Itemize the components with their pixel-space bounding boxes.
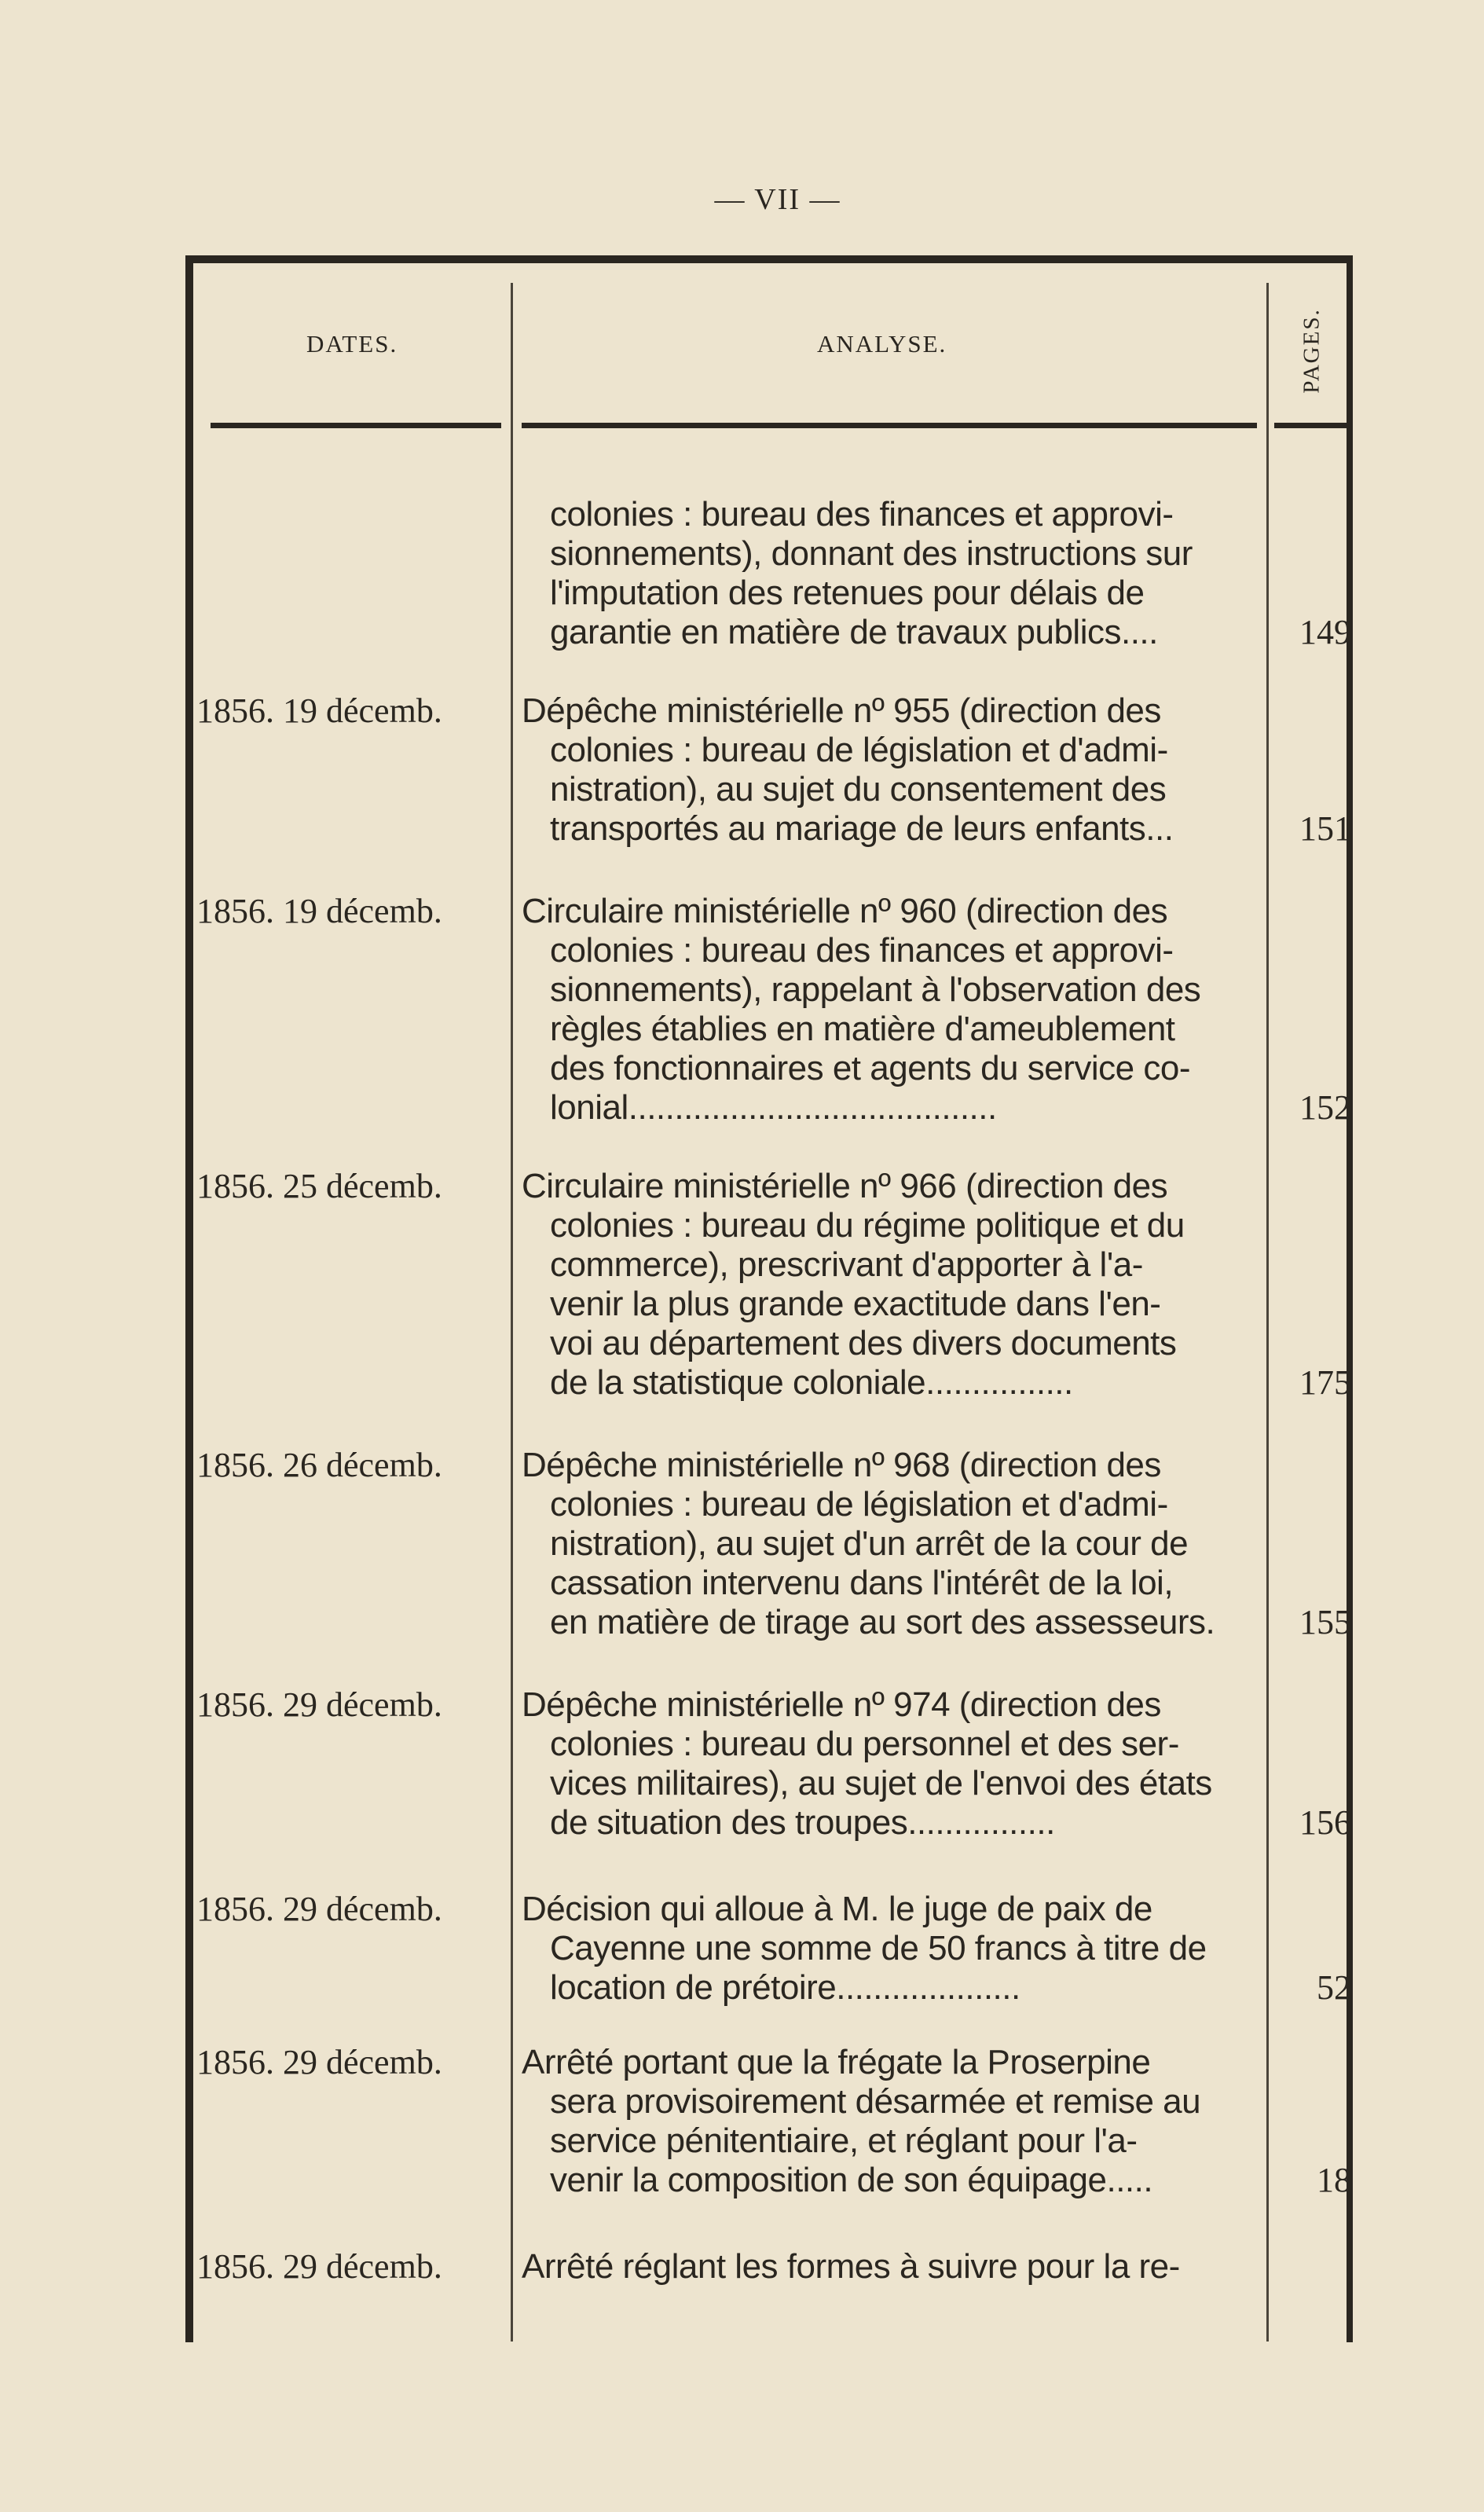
- page-number: — VII —: [714, 183, 841, 216]
- analysis-line: Arrêté réglant les formes à suivre pour la re-: [522, 2247, 1180, 2286]
- analysis-line: Cayenne une somme de 50 francs à titre de: [550, 1929, 1207, 1967]
- analysis-line: de la statistique coloniale................: [550, 1363, 1073, 1402]
- entry-date: 1856. 26 décemb.: [196, 1446, 442, 1484]
- entry-date: 1856. 29 décemb.: [196, 1890, 442, 1928]
- entry-page: 152: [1299, 1088, 1351, 1127]
- entry-date: 1856. 29 décemb.: [196, 2043, 442, 2081]
- analysis-line: sionnements), rappelant à l'observation des: [550, 970, 1201, 1009]
- analysis-line: sera provisoirement désarmée et remise au: [550, 2082, 1201, 2121]
- column-divider-dates: [511, 283, 513, 2341]
- analysis-line: de situation des troupes................: [550, 1803, 1055, 1842]
- analysis-line: transportés au mariage de leurs enfants...: [550, 809, 1174, 848]
- analysis-line: règles établies en matière d'ameublement: [550, 1010, 1175, 1048]
- entry-date: 1856. 25 décemb.: [196, 1167, 442, 1205]
- analysis-line: venir la plus grande exactitude dans l'en-: [550, 1285, 1161, 1323]
- analysis-line: colonies : bureau des finances et approvi-: [550, 931, 1174, 970]
- entry-page: 151: [1299, 809, 1351, 848]
- analysis-line: l'imputation des retenues pour délais de: [550, 574, 1145, 612]
- header-rule-dates: [211, 423, 501, 428]
- entry-analysis: [522, 2043, 1257, 2200]
- analysis-line: colonies : bureau de législation et d'admi-: [550, 731, 1168, 769]
- analysis-line: en matière de tirage au sort des assesseurs.: [550, 1603, 1215, 1641]
- column-divider-analyse: [1266, 283, 1269, 2341]
- analysis-line: nistration), au sujet du consentement des: [550, 770, 1167, 809]
- entry-analysis: [522, 1685, 1257, 1843]
- header-rule-analyse: [522, 423, 1257, 428]
- analysis-line: garantie en matière de travaux publics....: [550, 613, 1158, 651]
- entry-analysis: [522, 892, 1257, 1128]
- analysis-line: nistration), au sujet d'un arrêt de la cour de: [550, 1524, 1189, 1563]
- entry-analysis: [522, 691, 1257, 849]
- analysis-line: commerce), prescrivant d'apporter à l'a-: [550, 1245, 1143, 1284]
- entry-page: 18: [1317, 2161, 1351, 2199]
- analysis-line: Dépêche ministérielle nº 974 (direction des: [522, 1685, 1161, 1724]
- entry-date: 1856. 19 décemb.: [196, 691, 442, 730]
- entry-analysis: [522, 1446, 1257, 1642]
- analysis-line: venir la composition de son équipage.....: [550, 2161, 1153, 2199]
- analysis-line: Circulaire ministérielle nº 960 (direction des: [522, 892, 1168, 930]
- entry-analysis: [522, 1167, 1257, 1403]
- entry-analysis: [522, 495, 1257, 652]
- entry-analysis: [522, 1890, 1257, 2008]
- analysis-line: Arrêté portant que la frégate la Proserpine: [522, 2043, 1151, 2081]
- analysis-line: Dépêche ministérielle nº 955 (direction des: [522, 691, 1161, 730]
- entry-date: 1856. 19 décemb.: [196, 892, 442, 930]
- header-pages: PAGES.: [1299, 308, 1325, 394]
- analysis-line: colonies : bureau du personnel et des ser-: [550, 1725, 1179, 1763]
- entry-page: 52: [1317, 1968, 1351, 2007]
- analysis-line: des fonctionnaires et agents du service co-: [550, 1049, 1190, 1087]
- entry-page: 155: [1299, 1603, 1351, 1641]
- header-rule-pages: [1274, 423, 1353, 428]
- entry-analysis: [522, 2247, 1257, 2286]
- analysis-line: colonies : bureau de législation et d'admi-: [550, 1485, 1168, 1524]
- entry-date: 1856. 29 décemb.: [196, 2247, 442, 2286]
- analysis-line: vices militaires), au sujet de l'envoi des états: [550, 1764, 1212, 1802]
- header-analyse: ANALYSE.: [817, 330, 947, 358]
- analysis-line: colonies : bureau du régime politique et du: [550, 1206, 1185, 1245]
- analysis-line: colonies : bureau des finances et approvi-: [550, 495, 1174, 534]
- analysis-line: location de prétoire....................: [550, 1968, 1020, 2007]
- analysis-line: Dépêche ministérielle nº 968 (direction des: [522, 1446, 1161, 1484]
- analysis-line: service pénitentiaire, et réglant pour l'a-: [550, 2121, 1138, 2160]
- analysis-line: voi au département des divers documents: [550, 1324, 1177, 1362]
- entry-date: 1856. 29 décemb.: [196, 1685, 442, 1724]
- header-dates: DATES.: [306, 330, 398, 358]
- analysis-line: sionnements), donnant des instructions sur: [550, 534, 1193, 573]
- analysis-line: Décision qui alloue à M. le juge de paix de: [522, 1890, 1152, 1928]
- entry-page: 149: [1299, 613, 1351, 651]
- analysis-line: Circulaire ministérielle nº 966 (direction des: [522, 1167, 1168, 1205]
- entry-page: 156: [1299, 1803, 1351, 1842]
- analysis-line: lonial........................................: [550, 1088, 997, 1127]
- analysis-line: cassation intervenu dans l'intérêt de la loi,: [550, 1564, 1174, 1602]
- entry-page: 175: [1299, 1363, 1351, 1402]
